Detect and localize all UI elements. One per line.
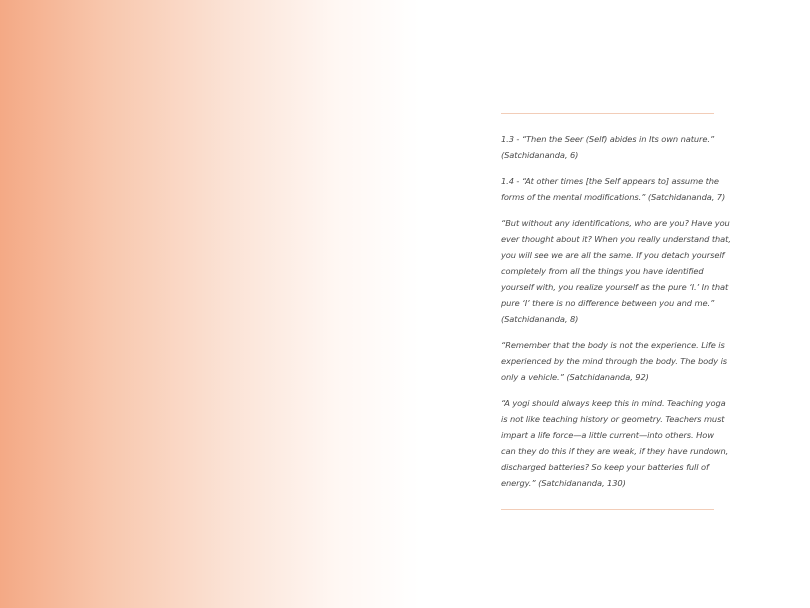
quote-line: experienced by the mind through the body. The body is bbox=[501, 356, 728, 366]
quote-1-4 bbox=[501, 173, 726, 205]
quote-identifications bbox=[501, 215, 731, 327]
quote-line: completely from all the things you have identified bbox=[501, 266, 704, 276]
quote-1-3 bbox=[501, 131, 714, 163]
quote-line: impart a life force—a little current—into others. How bbox=[501, 430, 714, 440]
quote-line: ever thought about it? When you really understand that, bbox=[501, 234, 731, 244]
quote-line: yourself with, you realize yourself as the pure ‘I.’ In that bbox=[501, 282, 729, 292]
quote-line: (Satchidananda, 8) bbox=[501, 314, 579, 324]
quote-line: only a vehicle.” (Satchidananda, 92) bbox=[501, 372, 649, 382]
quote-line: discharged batteries? So keep your batteries full of bbox=[501, 462, 709, 472]
quote-line: is not like teaching history or geometry. Teachers must bbox=[501, 414, 725, 424]
bottom-divider bbox=[501, 509, 714, 510]
quote-column bbox=[501, 113, 731, 510]
quote-body-vehicle bbox=[501, 337, 728, 385]
quote-line: pure ‘I’ there is no difference between you and me.” bbox=[501, 298, 715, 308]
quote-line: forms of the mental modifications.” (Satchidananda, 7) bbox=[501, 192, 726, 202]
quote-line: you will see we are all the same. If you detach yourself bbox=[501, 250, 725, 260]
quote-line: (Satchidananda, 6) bbox=[501, 150, 579, 160]
quote-line: “Remember that the body is not the experience. Life is bbox=[501, 340, 725, 350]
quote-line: can they do this if they are weak, if they have rundown, bbox=[501, 446, 729, 456]
quote-line: “But without any identifications, who are you? Have you bbox=[501, 218, 730, 228]
quote-line: 1.4 - “At other times [the Self appears to] assume the bbox=[501, 176, 719, 186]
top-divider bbox=[501, 113, 714, 114]
quote-line: “A yogi should always keep this in mind. Teaching yoga bbox=[501, 398, 726, 408]
quote-yogi-batteries bbox=[501, 395, 729, 491]
quote-line: 1.3 - “Then the Seer (Self) abides in Its own nature.” bbox=[501, 134, 715, 144]
quote-line: energy.” (Satchidananda, 130) bbox=[501, 478, 626, 488]
